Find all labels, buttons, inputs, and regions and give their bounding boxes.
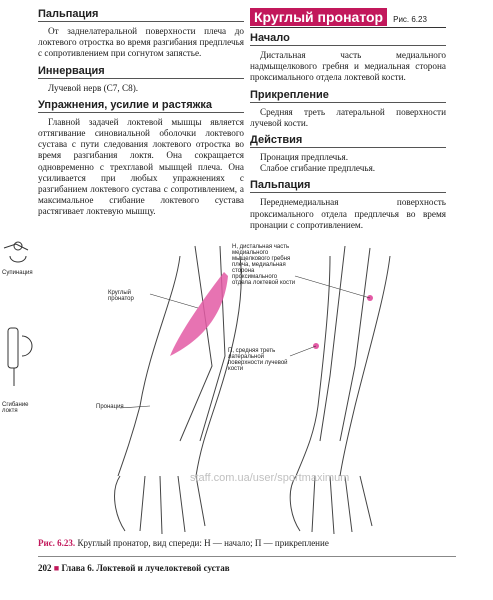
page-footer: 202 ■ Глава 6. Локтевой и лучелоктевой сустав [38, 563, 230, 573]
section-text: Средняя треть латеральной поверхности лучевой кости. [250, 106, 446, 128]
flexion-label: Сгибание локтя [2, 402, 29, 414]
palpation-section-right [250, 179, 446, 231]
pronator-teres-muscle [170, 272, 228, 356]
caption-text: Круглый пронатор, вид спереди: Н — начало; П — прикрепление [77, 538, 329, 548]
section-heading: Иннервация [38, 65, 244, 79]
insertion-label: П, средняя треть латеральной поверхности лучевой кости [228, 348, 288, 372]
palpation-section-left [38, 8, 244, 60]
section-text: Главной задачей локтевой мышцы является оттягивание синовиальной оболочки локтевого сустава с пути следования локтевого отростка во время разгибания локтя. Она сокращается одновременно с трехглавой мышцей плеча. Она усиливается при любых упражнениях с разгибанием локтевого сустава с сопротивлением, а максимальное сгибание локтевого сустава растягивает локтевую мышцу. [38, 116, 244, 217]
insertion-leader-line [290, 346, 316, 356]
page-number: 202 [38, 563, 52, 573]
exercises-section [38, 99, 244, 218]
action-line: Слабое сгибание предплечья. [260, 163, 376, 174]
section-heading: Пальпация [38, 8, 244, 22]
section-heading: Прикрепление [250, 89, 446, 103]
left-column [38, 8, 244, 223]
origin-label: Н, дистальная часть медиального мыщелкового гребня плеча, медиальная сторона проксимального отдела локтевой кости [232, 244, 296, 286]
pronation-leader-line [120, 406, 150, 408]
action-section [250, 134, 446, 174]
innervation-section [38, 65, 244, 94]
section-text: Дистальная часть медиального надмыщелкового гребня и медиальная сторона проксимального отдела локтевой кости. [250, 50, 446, 83]
footer-rule [38, 556, 456, 557]
right-column [250, 8, 446, 236]
caption-label: Рис. 6.23. [38, 538, 76, 548]
origin-leader-line [295, 276, 370, 298]
figure-caption [38, 538, 458, 548]
section-heading: Начало [250, 32, 446, 46]
section-text: От заднелатеральной поверхности плеча до локтевого отростка во время разгибания предплечья с сопротивлением при согнутом запястье. [38, 26, 244, 59]
muscle-title: Круглый пронатор [250, 8, 387, 26]
section-text: Лучевой нерв (C7, C8). [48, 82, 139, 93]
chapter-title: Глава 6. Локтевой и лучелоктевой сустав [61, 563, 230, 573]
action-line: Пронация предплечья. [260, 152, 348, 163]
muscle-title-bar [250, 8, 446, 28]
section-text: Переднемедиальная поверхность проксимального отдела предплечья во время пронации с сопротивлением. [250, 197, 446, 230]
pronation-label: Пронация [96, 404, 124, 410]
section-heading: Упражнения, усилие и растяжка [38, 99, 244, 113]
insertion-section [250, 89, 446, 129]
supination-label: Супинация [2, 270, 33, 276]
origin-section [250, 32, 446, 84]
section-heading: Пальпация [250, 179, 446, 193]
section-heading: Действия [250, 134, 446, 148]
figure-reference: Рис. 6.23 [393, 15, 427, 24]
watermark: staff.com.ua/user/sportmaximum [190, 472, 350, 484]
muscle-label: Круглый пронатор [108, 290, 134, 302]
